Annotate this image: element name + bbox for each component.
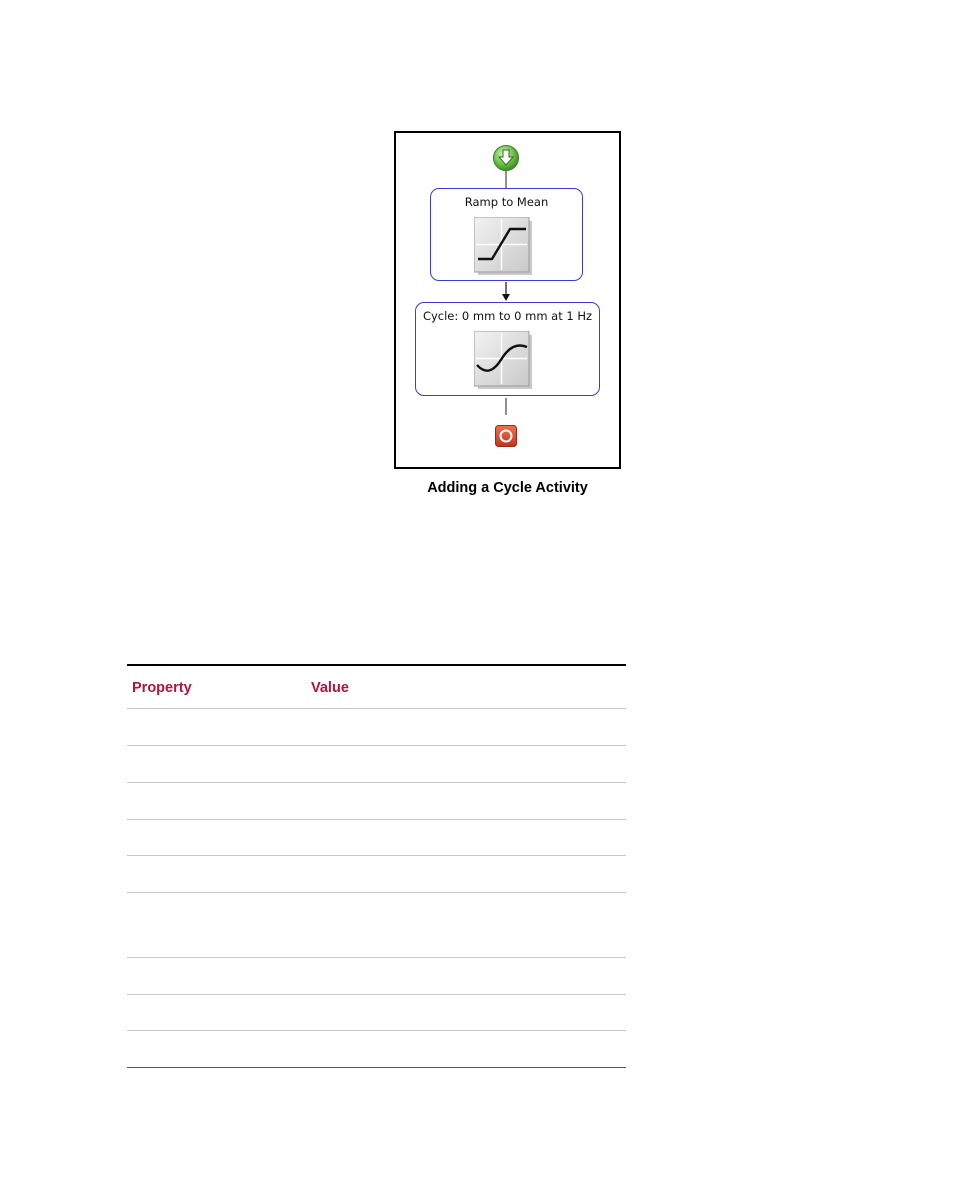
table-row	[127, 746, 626, 783]
stop-icon[interactable]	[495, 425, 517, 447]
activity-ramp-to-mean[interactable]	[430, 188, 583, 281]
table-row	[127, 783, 626, 820]
header-property: Property	[132, 680, 192, 696]
start-icon[interactable]	[492, 144, 520, 172]
sine-cycle-waveform-icon	[474, 331, 534, 391]
ramp-waveform-icon	[474, 217, 534, 277]
header-value: Value	[311, 680, 349, 696]
table-row	[127, 893, 626, 958]
table-row	[127, 995, 626, 1031]
activity-cycle[interactable]	[415, 302, 600, 396]
table-row	[127, 709, 626, 746]
property-table	[127, 664, 626, 1068]
figure-frame	[394, 131, 621, 469]
activity-title: Ramp to Mean	[464, 195, 549, 209]
table-row	[127, 958, 626, 995]
table-row	[127, 1031, 626, 1068]
table-header	[127, 666, 626, 709]
flow-connectors	[396, 133, 619, 467]
table-row	[127, 856, 626, 893]
figure-caption: Adding a Cycle Activity	[427, 480, 588, 496]
table-row	[127, 820, 626, 856]
activity-title: Cycle: 0 mm to 0 mm at 1 Hz	[422, 309, 593, 323]
